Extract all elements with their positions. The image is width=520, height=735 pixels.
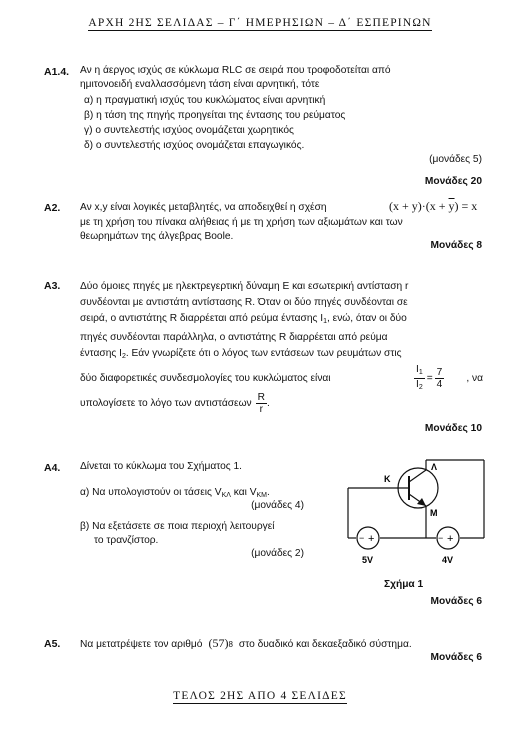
a5-line <box>80 636 412 651</box>
a14-option-c: γ) ο συντελεστής ισχύος ονομάζεται χωρητικός <box>84 125 294 136</box>
a3-frac-r-num: R <box>257 392 266 403</box>
label-k: Κ <box>384 474 391 484</box>
a3-line2: συνδέονται με αντιστάτη αντίστασης R. Όταν οι δύο πηγές συνδέονται σε <box>80 297 408 308</box>
a3-line6-pre: δύο διαφορετικές συνδεσμολογίες του κυκλώματος είναι <box>80 373 331 384</box>
a3-frac-i-den-sub: 2 <box>418 384 423 391</box>
page-footer-text: ΤΕΛΟΣ 2ΗΣ ΑΠΟ 4 ΣΕΛΙΔΕΣ <box>173 690 347 702</box>
a4-qa-marks: (μονάδες 4) <box>251 500 304 511</box>
a2-line3: θεωρημάτων της άλγεβρας Boole. <box>80 231 234 243</box>
question-number-a14: Α1.4. <box>44 66 70 78</box>
a4-qb-line2: το τρανζίστορ. <box>94 535 159 546</box>
a3-frac-i-den: I <box>415 379 419 390</box>
a2-equation <box>389 199 477 214</box>
a3-frac-currents <box>414 364 425 393</box>
a3-frac-r-den: r <box>259 404 264 415</box>
question-number-a5: Α5. <box>44 638 61 650</box>
a3-frac-i-num-sub: 1 <box>418 369 423 376</box>
a5-line-pre: Να μετατρέψετε τον αριθμό <box>80 639 203 650</box>
a14-option-d: δ) ο συντελεστής ισχύος ονομάζεται επαγωγικός. <box>84 140 305 151</box>
a4-qa-pre: α) Να υπολογιστούν οι τάσεις V <box>80 487 222 498</box>
a2-eq-right-post: ) <box>454 199 459 213</box>
a5-number: (57) <box>208 636 229 650</box>
a14-marks-small: (μονάδες 5) <box>429 154 482 165</box>
a4-qa-sub2: ΚΜ <box>256 492 268 499</box>
a4-qb-line1: β) Να εξετάσετε σε ποια περιοχή λειτουργεί <box>80 521 275 532</box>
a14-line2: ημιτονοειδή εναλλασσόμενη τάση είναι αρνητική, τότε <box>80 79 320 91</box>
a3-frac-resistances <box>256 392 267 415</box>
a4-line1: Δίνεται το κύκλωμα του Σχήματος 1. <box>80 461 242 472</box>
a3-frac-eq: = <box>426 373 433 384</box>
a3-line4: πηγές συνδέονται παράλληλα, ο αντιστάτης R διαρρέεται από ρεύμα <box>80 332 388 343</box>
a3-line1: Δύο όμοιες πηγές με ηλεκτρεγερτική δύναμη E και εσωτερική αντίσταση r <box>80 281 409 292</box>
a3-line6 <box>80 364 483 393</box>
battery2-label: 4V <box>442 555 454 565</box>
a2-marks: Μονάδες 8 <box>430 240 482 251</box>
question-number-a3: Α3. <box>44 280 61 292</box>
a3-line7-post: . <box>267 398 270 409</box>
a14-marks: Μονάδες 20 <box>424 176 482 187</box>
page-footer <box>0 690 520 702</box>
battery1-minus: − <box>359 533 365 543</box>
circuit-figure <box>318 448 488 578</box>
a3-frac-v-num: 7 <box>436 367 443 378</box>
a14-line1: Αν η άεργος ισχύς σε κύκλωμα RLC σε σειρά που τροφοδοτείται από <box>80 65 391 76</box>
label-lambda: Λ <box>431 462 438 472</box>
a2-eq-right-ybar: $\overline{y}$ <box>448 199 455 213</box>
question-number-a2: Α2. <box>44 202 61 214</box>
a4-qa-mid: και V <box>230 487 257 498</box>
battery2-plus: + <box>447 533 454 545</box>
a5-number-sub: 8 <box>228 640 233 649</box>
a2-eq-left: (x + y) <box>389 199 422 213</box>
a14-option-a: α) η πραγματική ισχύς του κυκλώματος είναι αρνητική <box>84 95 326 106</box>
a3-line7 <box>80 392 270 415</box>
a3-frac-values <box>435 367 445 390</box>
a3-line5 <box>80 346 483 365</box>
question-number-a4: Α4. <box>44 462 61 474</box>
a5-line-post: στο δυαδικό και δεκαεξαδικό σύστημα. <box>238 639 412 650</box>
a3-line3 <box>80 311 483 330</box>
a2-line2: με τη χρήση του πίνακα αλήθειας ή με τη χρήση των αξιωμάτων και των <box>80 217 403 228</box>
a3-line5-post: . Εάν γνωρίζετε ότι ο λόγος των εντάσεων των ρευμάτων στις <box>125 348 402 359</box>
a4-qa-post: . <box>267 487 270 498</box>
emitter-arrow <box>417 498 426 506</box>
page-header-text: ΑΡΧΗ 2ΗΣ ΣΕΛΙΔΑΣ – Γ΄ ΗΜΕΡΗΣΙΩΝ – Δ΄ ΕΣΠΕΡΙΝΩΝ <box>88 17 432 29</box>
a4-qb-marks: (μονάδες 2) <box>251 548 304 559</box>
a3-line7-pre: υπολογίσετε το λόγο των αντιστάσεων <box>80 398 252 409</box>
a3-line6-post: , να <box>466 373 483 384</box>
a4-marks: Μονάδες 6 <box>430 596 482 607</box>
a3-line3-pre: σειρά, ο αντιστάτης R διαρρέεται από ρεύμα έντασης I <box>80 313 324 324</box>
battery1-plus: + <box>368 533 375 545</box>
a3-frac-i-num: I <box>415 364 419 375</box>
a4-qa-sub1: ΚΛ <box>221 492 231 499</box>
a2-eq-dot: · <box>421 199 426 213</box>
label-m: Μ <box>430 508 438 518</box>
a3-line3-sub: 1 <box>323 318 327 325</box>
a2-line1: Αν x,y είναι λογικές μεταβλητές, να αποδειχθεί η σχέση <box>80 202 327 213</box>
a3-line5-sub: 2 <box>121 353 126 360</box>
a3-marks: Μονάδες 10 <box>424 423 482 434</box>
a3-ratio <box>414 364 483 393</box>
a2-eq-right-pre: (x + <box>425 199 449 213</box>
question-a14-text <box>80 64 483 92</box>
a2-eq-result: = x <box>461 199 478 213</box>
page-header <box>0 17 520 29</box>
a3-line5-pre: έντασης I <box>80 348 122 359</box>
figure-caption: Σχήμα 1 <box>384 579 424 590</box>
battery2-minus: − <box>438 533 444 543</box>
a3-text <box>80 279 483 365</box>
a2-text <box>80 216 483 244</box>
a3-line3-post: , ενώ, όταν οι δύο <box>327 313 407 324</box>
battery1-label: 5V <box>362 555 374 565</box>
a14-option-b: β) η τάση της πηγής προηγείται της έντασης του ρεύματος <box>84 110 346 121</box>
a5-marks: Μονάδες 6 <box>430 652 482 663</box>
a4-question-a <box>80 487 270 499</box>
a3-frac-v-den: 4 <box>436 379 443 390</box>
